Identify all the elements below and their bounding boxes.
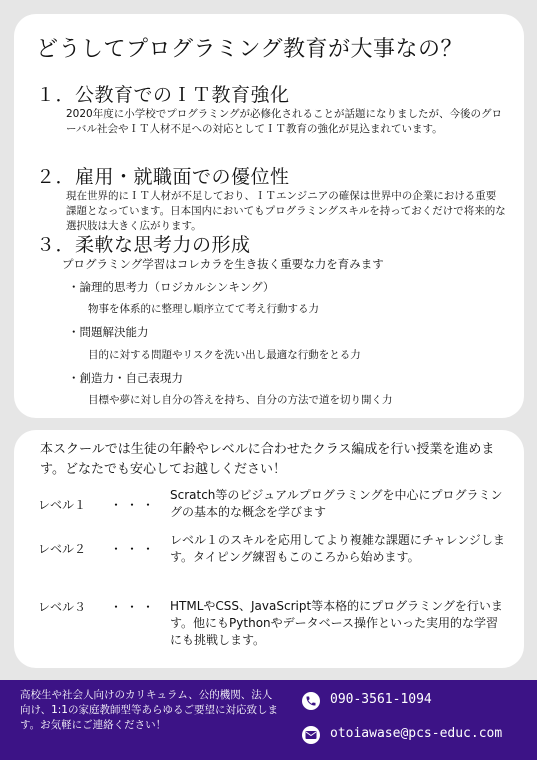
level-description: レベル１のスキルを応用してより複雑な課題にチャレンジします。タイピング練習もこのころから始めます。 bbox=[170, 533, 505, 564]
section-2-title: ２．雇用・就職面での優位性 bbox=[36, 166, 290, 188]
level-label: レベル１ bbox=[38, 498, 87, 512]
level-dots: ・・・ bbox=[110, 542, 159, 556]
section-2-body: 現在世界的にＩＴ人材が不足しており、ＩＴエンジニアの確保は世界中の企業における重要課題となっています。日本国内においてもプログラミングスキルを持っておくだけで将来的な選択肢は大きく広がります。 bbox=[66, 190, 506, 232]
page-title: どうしてプログラミング教育が大事なの？ bbox=[36, 37, 464, 62]
section-3-title: ３．柔軟な思考力の形成 bbox=[36, 234, 251, 256]
school-levels-card bbox=[14, 430, 524, 668]
phone-icon bbox=[302, 692, 320, 710]
ability-desc: 目的に対する問題やリスクを洗い出し最適な行動をとる力 bbox=[88, 349, 361, 361]
footer-message: 高校生や社会人向けのカリキュラム、公的機関、法人向け、1:1の家庭教師型等あらゆるご要望に対応致します。お気軽にご連絡ください！ bbox=[20, 689, 278, 731]
ability-name: ・創造力・自己表現力 bbox=[68, 371, 183, 385]
section-1-title: １．公教育でのＩＴ教育強化 bbox=[36, 84, 290, 106]
level-dots: ・・・ bbox=[110, 600, 159, 614]
ability-desc: 物事を体系的に整理し順序立てて考え行動する力 bbox=[88, 303, 319, 315]
ability-name: ・問題解決能力 bbox=[68, 325, 149, 339]
level-dots: ・・・ bbox=[110, 498, 159, 512]
why-programming-card bbox=[14, 14, 524, 418]
contact-footer bbox=[0, 680, 537, 760]
level-label: レベル２ bbox=[38, 542, 87, 556]
level-description: HTMLやCSS、JavaScript等本格的にプログラミングを行います。他にもPythonやデータベース操作といった実用的な学習にも挑戦します。 bbox=[170, 599, 503, 647]
ability-name: ・論理的思考力（ロジカルシンキング） bbox=[68, 280, 275, 294]
level-description: Scratch等のビジュアルプログラミングを中心にプログラミングの基本的な概念を学びます bbox=[170, 488, 503, 519]
school-intro: 本スクールでは生徒の年齢やレベルに合わせたクラス編成を行い授業を進めます。どなたでも安心してお越しください！ bbox=[40, 442, 495, 477]
phone-number-link[interactable]: 090-3561-1094 bbox=[330, 692, 432, 707]
email-address-link[interactable]: otoiawase@pcs-educ.com bbox=[330, 726, 503, 741]
ability-desc: 目標や夢に対し自分の答えを持ち、自分の方法で道を切り開く力 bbox=[88, 394, 393, 406]
level-label: レベル３ bbox=[38, 600, 87, 614]
section-1-body: 2020年度に小学校でプログラミングが必修化されることが話題になりましたが、今後のグローバル社会やＩＴ人材不足への対応としてＩＴ教育の強化が見込まれています。 bbox=[66, 108, 503, 135]
section-3-lead: プログラミング学習はコレカラを生き抜く重要な力を育みます bbox=[62, 257, 384, 271]
envelope-icon bbox=[302, 726, 320, 744]
